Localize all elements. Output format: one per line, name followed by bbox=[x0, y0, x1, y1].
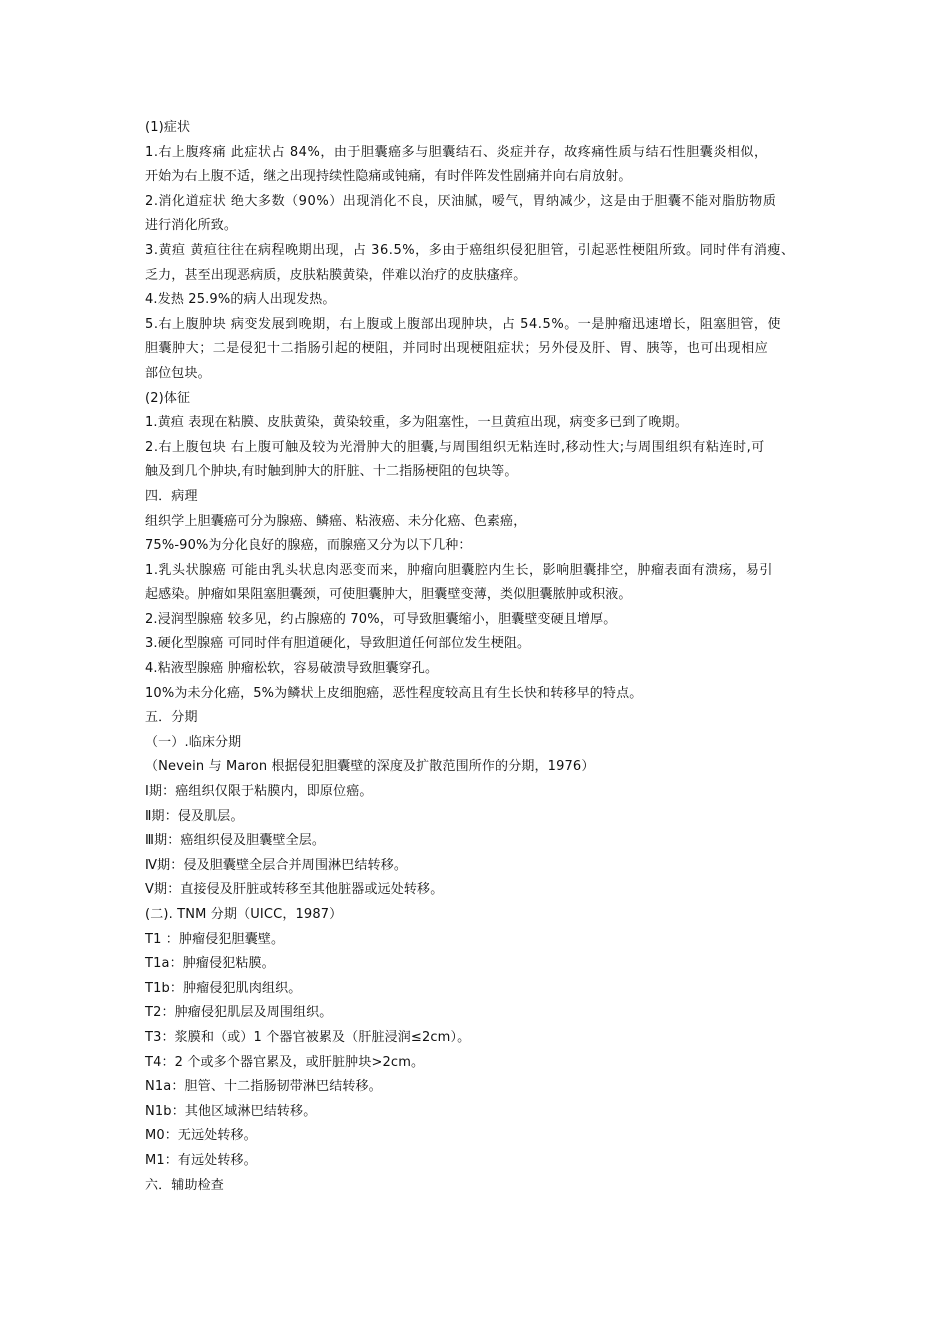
section-heading-staging: 五．分期 bbox=[145, 710, 198, 726]
tnm-item: N1b：其他区域淋巴结转移。 bbox=[145, 1103, 317, 1119]
stage-item: Ⅰ期：癌组织仅限于粘膜内，即原位癌。 bbox=[145, 784, 373, 800]
subsection-heading-clinical-staging: （一）.临床分期 bbox=[145, 734, 242, 750]
paragraph-line: 1.乳头状腺癌 可能由乳头状息肉恶变而来，肿瘤向胆囊腔内生长，影响胆囊排空，肿瘤表面有溃疡，易引 bbox=[145, 562, 773, 578]
paragraph-line: 进行消化所致。 bbox=[145, 218, 238, 234]
section-heading-auxiliary-exams: 六．辅助检查 bbox=[145, 1177, 224, 1193]
tnm-item: T1b：肿瘤侵犯肌肉组织。 bbox=[145, 980, 302, 996]
stage-item: Ⅱ期：侵及肌层。 bbox=[145, 808, 244, 824]
tnm-item: T4：2 个或多个器官累及，或肝脏肿块>2cm。 bbox=[145, 1054, 425, 1070]
tnm-item: T1a：肿瘤侵犯粘膜。 bbox=[145, 956, 275, 972]
stage-item: Ⅳ期：侵及胆囊壁全层合并周围淋巴结转移。 bbox=[145, 857, 407, 873]
stage-item: Ⅴ期：直接侵及肝脏或转移至其他脏器或远处转移。 bbox=[145, 882, 444, 898]
paragraph-line: 5.右上腹肿块 病变发展到晚期，右上腹或上腹部出现肿块，占 54.5%。一是肿瘤迅速增长，阻塞胆管，使 bbox=[145, 316, 782, 332]
section-heading-pathology: 四．病理 bbox=[145, 488, 198, 504]
tnm-item: N1a：胆管、十二指肠韧带淋巴结转移。 bbox=[145, 1079, 382, 1095]
document-body bbox=[145, 116, 813, 1198]
tnm-item: M1：有远处转移。 bbox=[145, 1152, 257, 1168]
tnm-item: T2：肿瘤侵犯肌层及周围组织。 bbox=[145, 1005, 333, 1021]
paragraph-line: 1.黄疸 表现在粘膜、皮肤黄染，黄染较重，多为阻塞性，一旦黄疸出现，病变多已到了晚期。 bbox=[145, 415, 688, 431]
paragraph-line: 4.发热 25.9%的病人出现发热。 bbox=[145, 292, 336, 308]
stage-item: Ⅲ期：癌组织侵及胆囊壁全层。 bbox=[145, 833, 326, 849]
tnm-item: M0：无远处转移。 bbox=[145, 1128, 257, 1144]
section-heading-symptoms: (1)症状 bbox=[145, 120, 191, 135]
subsection-heading-tnm-staging: (二). TNM 分期（UICC，1987） bbox=[145, 907, 343, 922]
paragraph-line: 胆囊肿大；二是侵犯十二指肠引起的梗阻，并同时出现梗阻症状；另外侵及肝、胃、胰等，也可出现相应 bbox=[145, 341, 769, 357]
paragraph-line: 组织学上胆囊癌可分为腺癌、鳞癌、粘液癌、未分化癌、色素癌， bbox=[145, 513, 527, 529]
paragraph-line: 起感染。肿瘤如果阻塞胆囊颈，可使胆囊肿大，胆囊壁变薄，类似胆囊脓肿或积液。 bbox=[145, 587, 632, 603]
paragraph-line: 4.粘液型腺癌 肿瘤松软，容易破溃导致胆囊穿孔。 bbox=[145, 661, 439, 677]
paragraph-line: 3.硬化型腺癌 可同时伴有胆道硬化，导致胆道任何部位发生梗阻。 bbox=[145, 636, 531, 652]
paragraph-line: 2.右上腹包块 右上腹可触及较为光滑肿大的胆囊,与周围组织无粘连时,移动性大;与周围组织有粘连时,可 bbox=[145, 439, 765, 455]
tnm-item: T1 ：肿瘤侵犯胆囊壁。 bbox=[145, 931, 285, 947]
tnm-item: T3：浆膜和（或）1 个器官被累及（肝脏浸润≤2cm）。 bbox=[145, 1029, 471, 1045]
paragraph-line: 2.浸润型腺癌 较多见，约占腺癌的 70%，可导致胆囊缩小，胆囊壁变硬且增厚。 bbox=[145, 611, 617, 627]
paragraph-line: 2.消化道症状 绝大多数（90%）出现消化不良，厌油腻，嗳气，胃纳减少，这是由于胆囊不能对脂肪物质 bbox=[145, 193, 777, 209]
paragraph-line: 10%为未分化癌，5%为鳞状上皮细胞癌，恶性程度较高且有生长快和转移早的特点。 bbox=[145, 685, 643, 701]
paragraph-line: 3.黄疸 黄疸往往在病程晚期出现，占 36.5%，多由于癌组织侵犯胆管，引起恶性梗阻所致。同时伴有消瘦、 bbox=[145, 242, 795, 258]
paragraph-line: （Nevein 与 Maron 根据侵犯胆囊壁的深度及扩散范围所作的分期，1976） bbox=[145, 759, 595, 775]
paragraph-line: 开始为右上腹不适，继之出现持续性隐痛或钝痛，有时伴阵发性剧痛并向右肩放射。 bbox=[145, 169, 632, 185]
paragraph-line: 1.右上腹疼痛 此症状占 84%，由于胆囊癌多与胆囊结石、炎症并存，故疼痛性质与结石性胆囊炎相似， bbox=[145, 144, 768, 160]
paragraph-line: 触及到几个肿块,有时触到肿大的肝脏、十二指肠梗阻的包块等。 bbox=[145, 464, 518, 480]
section-heading-signs: (2)体征 bbox=[145, 390, 191, 406]
paragraph-line: 75%-90%为分化良好的腺癌，而腺癌又分为以下几种： bbox=[145, 538, 472, 554]
paragraph-line: 部位包块。 bbox=[145, 365, 211, 381]
paragraph-line: 乏力，甚至出现恶病质，皮肤粘膜黄染，伴难以治疗的皮肤瘙痒。 bbox=[145, 267, 527, 283]
